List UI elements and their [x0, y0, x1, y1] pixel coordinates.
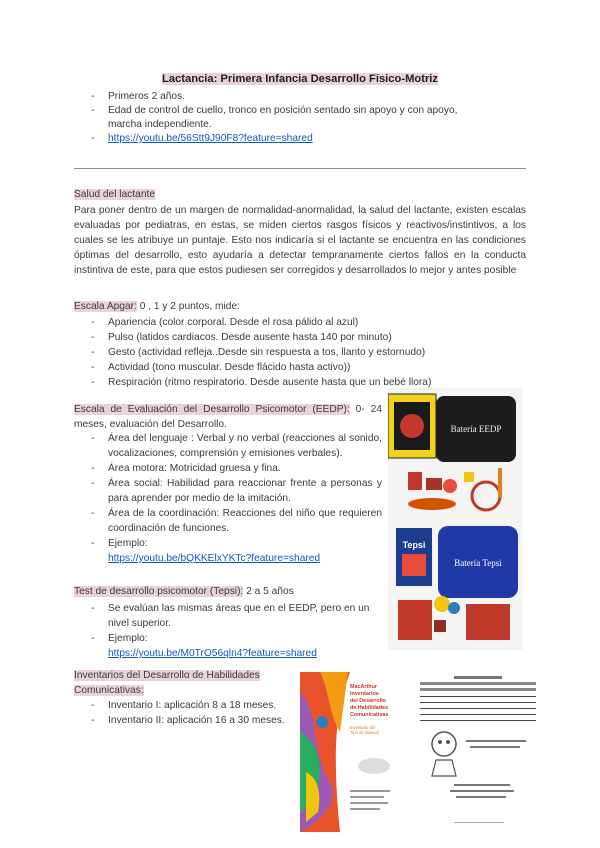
apgar-description: 0 , 1 y 2 puntos, mide:: [136, 301, 240, 312]
horizontal-divider: [74, 168, 526, 169]
list-item: [74, 536, 382, 566]
example-label: Ejemplo:: [108, 633, 148, 644]
inventarios-heading: Inventarios del Desarrollo de Habilidades Comunicativas:: [74, 670, 260, 696]
list-item: - Respiración (ritmo respiratorio. Desde ausente hasta que un bebé llora): [74, 375, 526, 390]
eedp-heading: Escala de Evaluación del Desarrollo Psicomotor (EEDP):: [74, 404, 350, 415]
tepsi-description: 2 a 5 años: [243, 586, 294, 597]
list-item: [74, 132, 494, 146]
eedp-kit-image: [388, 388, 523, 520]
list-item: - Inventario II: aplicación 16 a 30 meses.: [74, 713, 300, 728]
list-item: - Actividad (tono muscular. Desde flácido hasta activo)): [74, 360, 526, 375]
tepsi-kit-label: Batería Tepsi: [454, 558, 502, 568]
eedp-description: 0- 24 meses, evaluación del Desarrollo.: [74, 404, 382, 430]
list-item: - Inventario I: aplicación 8 a 18 meses.: [74, 698, 300, 713]
list-item: - Área motora: Motricidad gruesa y fina.: [74, 461, 382, 476]
tepsi-kit-image: [388, 520, 523, 650]
eedp-video-link[interactable]: https://youtu.be/bQKKElxYKTc?feature=shared: [108, 553, 321, 564]
macarthur-book-image: [300, 672, 408, 832]
salud-heading: Salud del lactante: [74, 189, 155, 200]
eedp-kit-label: Batería EEDP: [450, 424, 502, 434]
macarthur-book-title: MacArthur Inventarios del Desarrollo de Habilidades Comunicativas: [350, 684, 389, 718]
inventory-form-image: [414, 672, 542, 832]
tepsi-video-link[interactable]: https://youtu.be/M0TrO56qln4?feature=shared: [108, 648, 317, 659]
section1-list: [74, 90, 494, 146]
inventarios-list: [74, 698, 300, 728]
tepsi-book-label: Tepsi: [402, 540, 426, 550]
inventarios-heading-wrap: [74, 668, 314, 698]
tepsi-heading: Test de desarrollo psicomotor (Tepsi):: [74, 586, 244, 597]
tepsi-list: [74, 601, 384, 661]
list-item: - Apariencia (color corporal. Desde el rosa pálido al azul): [74, 315, 526, 330]
tepsi-line: [74, 585, 382, 599]
list-item: - Primeros 2 años.: [74, 90, 494, 104]
salud-paragraph: Para poner dentro de un margen de normalidad-anormalidad, la salud del lactante, existen escalas evaluadas por pediatras, en estas, se miden ciertos rasgos físicos y reactivos/instintivos, a los cuales se les atribuye un puntaje. Esto nos indicaría si el lactante se encuentra en las condiciones óptimas del desarrollo, esto ayudaría a detectar tempranamente ciertos fallos en la conducta instintiva de este, para que estos pudiesen ser corregidos y desarrollados lo mejor y antes posible: [74, 205, 526, 276]
list-item: - Área de la coordinación: Reacciones del niño que requieren coordinación de funciones.: [74, 506, 382, 536]
list-item: - Edad de control de cuello, tronco en posición sentado sin apoyo y con apoyo, marcha independiente.: [74, 104, 494, 132]
section1-video-link[interactable]: https://youtu.be/56Stt9J90F8?feature=shared: [108, 133, 313, 144]
list-item: - Área del lenguaje : Verbal y no verbal (reacciones al sonido, vocalizaciones, comprensión y emisiones verbales).: [74, 431, 382, 461]
list-item: [74, 631, 384, 661]
page-title: Lactancia: Primera Infancia Desarrollo Físico-Motriz: [161, 73, 439, 85]
eedp-list: [74, 431, 382, 566]
apgar-line: [74, 300, 526, 314]
list-item: - Se evalúan las mismas áreas que en el EEDP, pero en un nivel superior.: [74, 601, 384, 631]
apgar-heading: Escala Apgar:: [74, 301, 137, 312]
list-item: - Pulso (latidos cardiacos. Desde ausente hasta 140 por minuto): [74, 330, 526, 345]
example-label: Ejemplo:: [108, 538, 148, 549]
eedp-intro: [74, 402, 382, 432]
list-item: - Gesto (actividad refleja..Desde sin respuesta a tos, llanto y estornudo): [74, 345, 526, 360]
macarthur-book-subtitle: Inventario del Tipo de Manual: [350, 725, 379, 735]
list-item: - Área social: Habilidad para reaccionar frente a personas y para aprender por medio de la imitación.: [74, 476, 382, 506]
apgar-list: [74, 315, 526, 390]
